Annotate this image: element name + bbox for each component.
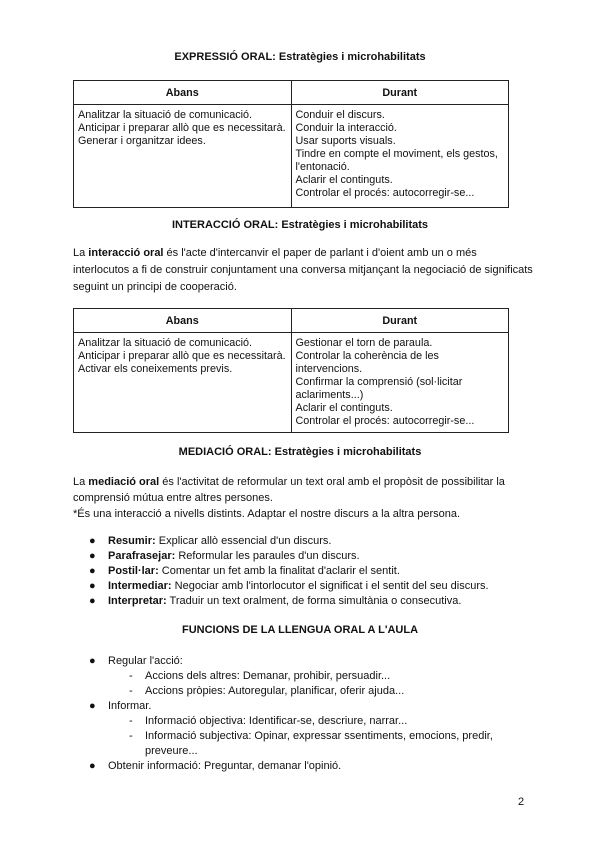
list-item	[73, 654, 533, 669]
dash-icon: -	[129, 685, 133, 697]
col-header-abans: Abans	[74, 81, 292, 105]
page-number: 2	[518, 796, 525, 808]
bullet-text: Traduir un text oralment, de forma simultània o consecutiva.	[166, 595, 462, 607]
intro-term: mediació oral	[88, 476, 160, 488]
cell-line: Aclarir el continguts.	[295, 402, 393, 414]
sub-item-text: Accions pròpies: Autoregular, planificar, oferir ajuda...	[145, 685, 405, 697]
bullet-term: Parafrasejar:	[108, 550, 176, 562]
list-item	[73, 534, 533, 549]
cell-line: Usar suports visuals.	[295, 135, 396, 147]
bullet-text: Reformular les paraules d'un discurs.	[175, 550, 360, 562]
item-text: Informar.	[108, 700, 152, 712]
bullet-term: Intermediar:	[108, 580, 172, 592]
col-header-abans: Abans	[74, 309, 292, 333]
sub-item-text: Informació subjectiva: Opinar, expressar ssentiments, emocions, predir, preveure...	[145, 730, 493, 757]
bullet-icon: ●	[89, 595, 96, 607]
bullet-text: Negociar amb l'intorlocutor el significat i el sentit del seu discurs.	[171, 580, 489, 592]
sub-item	[73, 669, 533, 684]
bullet-icon: ●	[89, 580, 96, 592]
list-item	[73, 759, 533, 774]
cell-line: Anticipar i preparar allò que es necessitarà.	[78, 122, 286, 134]
bullet-text: Comentar un fet amb la finalitat d'aclarir el sentit.	[158, 565, 400, 577]
abans-cell	[74, 333, 292, 433]
col-header-durant: Durant	[291, 81, 509, 105]
mediacio-note: *És una interacció a nivells distints. Adaptar el nostre discurs a la altra persona.	[73, 508, 461, 520]
col-header-durant: Durant	[291, 309, 509, 333]
dash-icon: -	[129, 715, 133, 727]
cell-line: Analitzar la situació de comunicació.	[78, 337, 253, 349]
bullet-term: Postil·lar:	[108, 565, 159, 577]
mediacio-intro	[73, 474, 533, 522]
expressio-table	[73, 80, 509, 208]
interaccio-table	[73, 308, 509, 433]
bullet-icon: ●	[89, 550, 96, 562]
mediacio-bullets	[73, 534, 533, 609]
cell-line: Controlar el procés: autocorregir-se...	[295, 187, 475, 199]
durant-cell	[291, 105, 509, 208]
durant-cell	[291, 333, 509, 433]
bullet-icon: ●	[89, 700, 96, 712]
intro-text: és l'acte d'intercanvir el paper de parlant i d'oient amb un o més interlocutos a fi de construir conjuntament una conversa mitjançant la negociació de significats seguint un principi de cooperació.	[73, 247, 533, 293]
section-title-funcions: FUNCIONS DE LA LLENGUA ORAL A L'AULA	[181, 624, 419, 636]
intro-prefix: La	[73, 247, 89, 259]
intro-text: és l'activitat de reformular un text oral amb el propòsit de possibilitar la comprensió mútua entre altres persones.	[73, 476, 505, 504]
cell-line: Controlar el procés: autocorregir-se...	[295, 415, 475, 427]
list-item	[73, 579, 533, 594]
intro-prefix: La	[73, 476, 89, 488]
cell-line: Conduir el discurs.	[295, 109, 385, 121]
cell-line: Tindre en compte el moviment, els gestos, l'entonació.	[295, 148, 498, 173]
bullet-icon: ●	[89, 655, 96, 667]
bullet-icon: ●	[89, 760, 96, 772]
list-item	[73, 549, 533, 564]
dash-icon: -	[129, 730, 133, 742]
cell-line: Controlar la coherència de les intervencions.	[295, 350, 439, 375]
interaccio-intro	[73, 245, 533, 296]
cell-line: Activar els coneixements previs.	[78, 363, 233, 375]
dash-icon: -	[129, 670, 133, 682]
sub-item	[73, 729, 533, 759]
list-item	[73, 699, 533, 714]
bullet-text: Explicar allò essencial d'un discurs.	[155, 535, 332, 547]
section-title-expressio: EXPRESSIÓ ORAL: Estratègies i microhabilitats	[174, 51, 426, 63]
bullet-icon: ●	[89, 565, 96, 577]
cell-line: Analitzar la situació de comunicació.	[78, 109, 253, 121]
cell-line: Aclarir el continguts.	[295, 174, 393, 186]
sub-item	[73, 714, 533, 729]
bullet-term: Resumir:	[108, 535, 156, 547]
section-title-mediacio: MEDIACIÓ ORAL: Estratègies i microhabilitats	[178, 446, 422, 458]
cell-line: Generar i organitzar idees.	[78, 135, 206, 147]
abans-cell	[74, 105, 292, 208]
list-item	[73, 594, 533, 609]
sub-item-text: Accions dels altres: Demanar, prohibir, persuadir...	[145, 670, 391, 682]
bullet-icon: ●	[89, 535, 96, 547]
funcions-list	[73, 654, 533, 774]
intro-term: interacció oral	[88, 247, 164, 259]
section-title-interaccio: INTERACCIÓ ORAL: Estratègies i microhabilitats	[171, 219, 429, 231]
cell-line: Confirmar la comprensió (sol·licitar aclariments...)	[295, 376, 463, 401]
sub-item	[73, 684, 533, 699]
item-text: Regular l'acció:	[108, 655, 183, 667]
cell-line: Conduir la interacció.	[295, 122, 397, 134]
cell-line: Anticipar i preparar allò que es necessitarà.	[78, 350, 286, 362]
item-text: Obtenir informació: Preguntar, demanar l'opinió.	[108, 760, 342, 772]
sub-item-text: Informació objectiva: Identificar-se, descriure, narrar...	[145, 715, 408, 727]
bullet-term: Interpretar:	[108, 595, 167, 607]
cell-line: Gestionar el torn de paraula.	[295, 337, 433, 349]
list-item	[73, 564, 533, 579]
